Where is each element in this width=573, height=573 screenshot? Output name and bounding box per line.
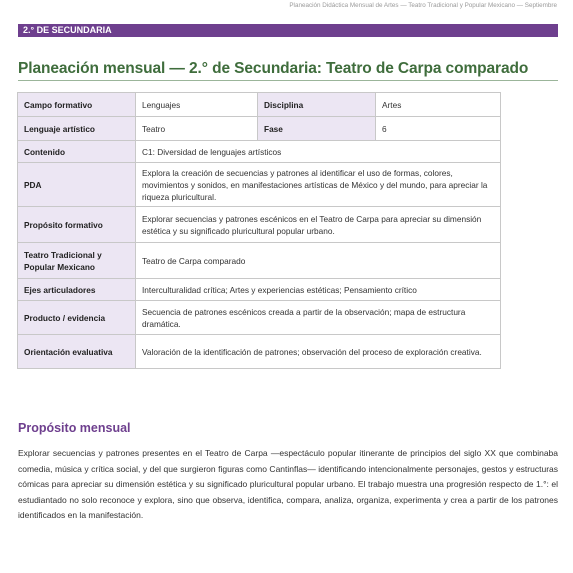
table-row <box>18 93 501 117</box>
running-header: Planeación Didáctica Mensual de Artes — Teatro Tradicional y Popular Mexicano — Septiembre <box>289 2 557 9</box>
disciplina-label: Disciplina <box>258 93 376 117</box>
pda-label: PDA <box>18 163 136 207</box>
teatro-tradicional-label: Teatro Tradicional y Popular Mexicano <box>18 243 136 279</box>
table-row <box>18 279 501 301</box>
campo-formativo-value: Lenguajes <box>136 93 258 117</box>
table-row <box>18 163 501 207</box>
table-row <box>18 117 501 141</box>
campo-formativo-label: Campo formativo <box>18 93 136 117</box>
lenguaje-artistico-value: Teatro <box>136 117 258 141</box>
orientacion-evaluativa-value: Valoración de la identificación de patrones; observación del proceso de exploración creativa. <box>136 335 501 369</box>
table-row <box>18 335 501 369</box>
producto-evidencia-value: Secuencia de patrones escénicos creada a partir de la observación; mapa de estructura dramática. <box>136 301 501 335</box>
lenguaje-artistico-label: Lenguaje artístico <box>18 117 136 141</box>
contenido-value: C1: Diversidad de lenguajes artísticos <box>136 141 501 163</box>
ejes-articuladores-label: Ejes articuladores <box>18 279 136 301</box>
table-row <box>18 301 501 335</box>
pda-value: Explora la creación de secuencias y patrones al identificar el uso de formas, colores, movimientos y sonidos, en manifestaciones artísticas de México y del mundo, para apreciar la riqueza pluricultural. <box>136 163 501 207</box>
teatro-tradicional-value: Teatro de Carpa comparado <box>136 243 501 279</box>
ejes-articuladores-value: Interculturalidad crítica; Artes y experiencias estéticas; Pensamiento crítico <box>136 279 501 301</box>
table-row <box>18 243 501 279</box>
section-heading-proposito-mensual: Propósito mensual <box>18 421 131 435</box>
contenido-label: Contenido <box>18 141 136 163</box>
title-divider <box>18 80 558 81</box>
page-title: Planeación mensual — 2.° de Secundaria: Teatro de Carpa comparado <box>18 60 529 77</box>
disciplina-value: Artes <box>376 93 501 117</box>
grade-banner: 2.° DE SECUNDARIA <box>18 24 558 37</box>
section-body-paragraph: Explorar secuencias y patrones presentes en el Teatro de Carpa —espectáculo popular itinerante de principios del siglo XX que combinaba comedia, música y crítica social, y del que surgieron figuras como Cantinflas— identificando intencionalmente personajes, gestos y estructuras cómicas para apreciar su dimensión estética y su significado pluricultural popular urbano. El trabajo muestra una progresión respecto de 1.°: el estudiantado no solo reconoce y explora, sino que observa, identifica, compara, analiza, organiza, experimenta y crea a partir de los patrones identificados en la manifestación. <box>18 448 558 520</box>
table-row <box>18 207 501 243</box>
proposito-formativo-value: Explorar secuencias y patrones escénicos en el Teatro de Carpa para apreciar su dimensión estética y su significado pluricultural popular urbano. <box>136 207 501 243</box>
fase-label: Fase <box>258 117 376 141</box>
proposito-formativo-label: Propósito formativo <box>18 207 136 243</box>
producto-evidencia-label: Producto / evidencia <box>18 301 136 335</box>
table-row <box>18 141 501 163</box>
planning-info-table <box>17 92 501 369</box>
fase-value: 6 <box>376 117 501 141</box>
orientacion-evaluativa-label: Orientación evaluativa <box>18 335 136 369</box>
